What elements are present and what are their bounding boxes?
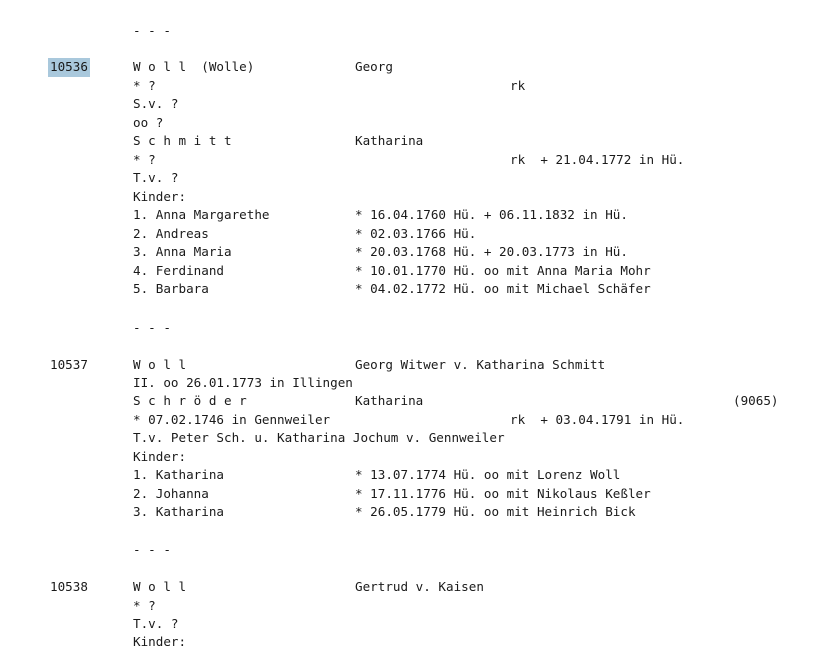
entry-line: * 04.02.1772 Hü. oo mit Michael Schäfer [355,281,651,296]
entry-line: * ? [133,78,156,93]
entry-line: 2. Andreas [133,226,209,241]
entry-line: rk + 21.04.1772 in Hü. [510,152,685,167]
entry-line: T.v. ? [133,616,179,631]
entry-line: W o l l (Wolle) [133,59,255,74]
entry-line: 5. Barbara [133,281,209,296]
entry-line: T.v. Peter Sch. u. Katharina Jochum v. Gennweiler [133,430,505,445]
entry-line: Georg [355,59,393,74]
entry-line: Kinder: [133,189,187,204]
entry-line: * 13.07.1774 Hü. oo mit Lorenz Woll [355,467,621,482]
separator: - - - [133,23,171,38]
entry-line: Katharina [355,133,424,148]
entry-line: 1. Anna Margarethe [133,207,270,222]
entry-line: * 17.11.1776 Hü. oo mit Nikolaus Keßler [355,486,651,501]
entry-line: Gertrud v. Kaisen [355,579,484,594]
entry-line: W o l l [133,357,187,372]
entry-line: rk [510,78,526,93]
entry-line: * ? [133,598,156,613]
entry-line: * 10.01.1770 Hü. oo mit Anna Maria Mohr [355,263,651,278]
entry-line: W o l l [133,579,187,594]
entry-line: II. oo 26.01.1773 in Illingen [133,375,353,390]
entry-id: 10537 [50,357,88,372]
entry-line: Katharina [355,393,424,408]
entry-id: 10538 [50,579,88,594]
entry-line: Kinder: [133,449,187,464]
entry-line: 4. Ferdinand [133,263,224,278]
entry-line: 2. Johanna [133,486,209,501]
entry-line: * 26.05.1779 Hü. oo mit Heinrich Bick [355,504,636,519]
entry-line: * 02.03.1766 Hü. [355,226,477,241]
entry-line: S c h m i t t [133,133,232,148]
entry-line: * 16.04.1760 Hü. + 06.11.1832 in Hü. [355,207,628,222]
entry-line: 3. Katharina [133,504,224,519]
entry-line: 3. Anna Maria [133,244,232,259]
entry-line: * 07.02.1746 in Gennweiler [133,412,331,427]
entry-ref: (9065) [733,393,779,408]
entry-id: 10536 [48,58,90,77]
entry-line: 1. Katharina [133,467,224,482]
entry-line: T.v. ? [133,170,179,185]
entry-line: * 20.03.1768 Hü. + 20.03.1773 in Hü. [355,244,628,259]
entry-line: S.v. ? [133,96,179,111]
separator: - - - [133,542,171,557]
entry-line: * ? [133,152,156,167]
entry-line: rk + 03.04.1791 in Hü. [510,412,685,427]
entry-line: S c h r ö d e r [133,393,247,408]
entry-line: oo ? [133,115,164,130]
entry-line: Kinder: [133,634,187,649]
entry-line: Georg Witwer v. Katharina Schmitt [355,357,606,372]
separator: - - - [133,320,171,335]
